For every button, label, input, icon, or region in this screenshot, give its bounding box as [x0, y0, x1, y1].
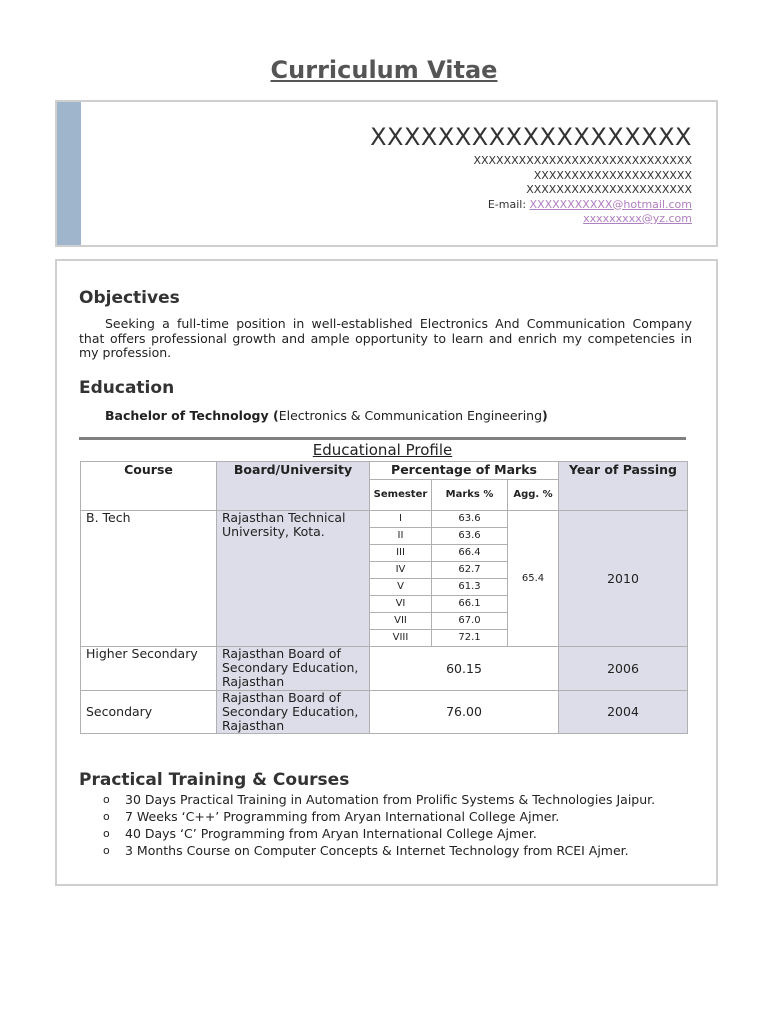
section-rule: [79, 437, 686, 440]
col-header-course: Course: [81, 462, 217, 511]
col-header-semester: Semester: [370, 480, 432, 511]
semester-cell: IV: [370, 562, 432, 579]
semester-cell: V: [370, 579, 432, 596]
address-line-1: XXXXXXXXXXXXXXXXXXXXXXXXXXXXX: [473, 154, 692, 167]
degree-close: ): [542, 408, 548, 423]
marks-cell: 62.7: [432, 562, 508, 579]
training-heading: Practical Training & Courses: [79, 770, 350, 790]
table-row: [81, 647, 688, 691]
percentage-secondary: 76.00: [370, 691, 559, 734]
col-header-board: Board/University: [217, 462, 370, 511]
table-row: [81, 691, 688, 734]
contact-block: [370, 122, 692, 227]
degree-specialization: Electronics & Communication Engineering: [278, 408, 543, 423]
list-item: o 30 Days Practical Training in Automation from Prolific Systems & Technologies Jaipur.: [99, 791, 655, 808]
email-line-2: [370, 212, 692, 227]
marks-cell: 66.1: [432, 596, 508, 613]
col-header-year: Year of Passing: [559, 462, 688, 511]
semester-cell: I: [370, 511, 432, 528]
semester-cell: VIII: [370, 630, 432, 647]
list-item: o 3 Months Course on Computer Concepts & Internet Technology from RCEI Ajmer.: [99, 842, 655, 859]
col-header-agg: Agg. %: [508, 480, 559, 511]
col-header-marks: Marks %: [432, 480, 508, 511]
semester-cell: III: [370, 545, 432, 562]
year-secondary: 2004: [559, 691, 688, 734]
table-row: [81, 511, 688, 528]
list-item: o 40 Days ‘C’ Programming from Aryan International College Ajmer.: [99, 825, 655, 842]
course-secondary: Secondary: [81, 691, 217, 734]
degree-name: Bachelor of Technology (: [105, 408, 279, 423]
email-link-secondary[interactable]: xxxxxxxxx@yz.com: [583, 212, 692, 225]
candidate-name: XXXXXXXXXXXXXXXXXXX: [370, 123, 692, 151]
list-item: o 7 Weeks ‘C++’ Programming from Aryan International College Ajmer.: [99, 808, 655, 825]
marks-cell: 61.3: [432, 579, 508, 596]
address-line-2: XXXXXXXXXXXXXXXXXXXXX: [533, 168, 692, 182]
marks-cell: 67.0: [432, 613, 508, 630]
table-header-row: [81, 462, 688, 480]
email-line: [370, 198, 692, 213]
email-label: E-mail:: [487, 197, 530, 211]
education-table: [80, 461, 688, 734]
resume-body: [55, 259, 718, 886]
year-higher-secondary: 2006: [559, 647, 688, 691]
semester-cell: VII: [370, 613, 432, 630]
marks-cell: 66.4: [432, 545, 508, 562]
semester-cell: II: [370, 528, 432, 545]
marks-cell: 63.6: [432, 511, 508, 528]
objectives-heading: Objectives: [79, 288, 180, 308]
email-link-primary[interactable]: XXXXXXXXXXX@hotmail.com: [529, 197, 692, 211]
education-heading: Education: [79, 378, 175, 398]
educational-profile-title: Educational Profile: [312, 441, 453, 459]
degree-line: [105, 408, 548, 423]
col-header-percentage: Percentage of Marks: [370, 462, 559, 480]
percentage-higher-secondary: 60.15: [370, 647, 559, 691]
board-secondary: Rajasthan Board of Secondary Education, Rajasthan: [217, 691, 370, 734]
training-list: [99, 791, 655, 859]
agg-btech: 65.4: [508, 511, 559, 647]
marks-cell: 63.6: [432, 528, 508, 545]
document-title: Curriculum Vitae: [270, 56, 498, 84]
contact-header: [55, 100, 718, 247]
course-higher-secondary: Higher Secondary: [81, 647, 217, 691]
marks-cell: 72.1: [432, 630, 508, 647]
address-line-3: XXXXXXXXXXXXXXXXXXXXXX: [526, 183, 692, 196]
board-higher-secondary: Rajasthan Board of Secondary Education, Rajasthan: [217, 647, 370, 691]
header-accent-bar: [57, 102, 81, 245]
objectives-text: Seeking a full-time position in well-established Electronics And Communication Company that offers professional growth and ample opportunity to learn and enrich my competencies in my profession.: [79, 316, 692, 360]
year-btech: 2010: [559, 511, 688, 647]
course-btech: B. Tech: [81, 511, 217, 647]
board-btech: Rajasthan Technical University, Kota.: [217, 511, 370, 647]
semester-cell: VI: [370, 596, 432, 613]
